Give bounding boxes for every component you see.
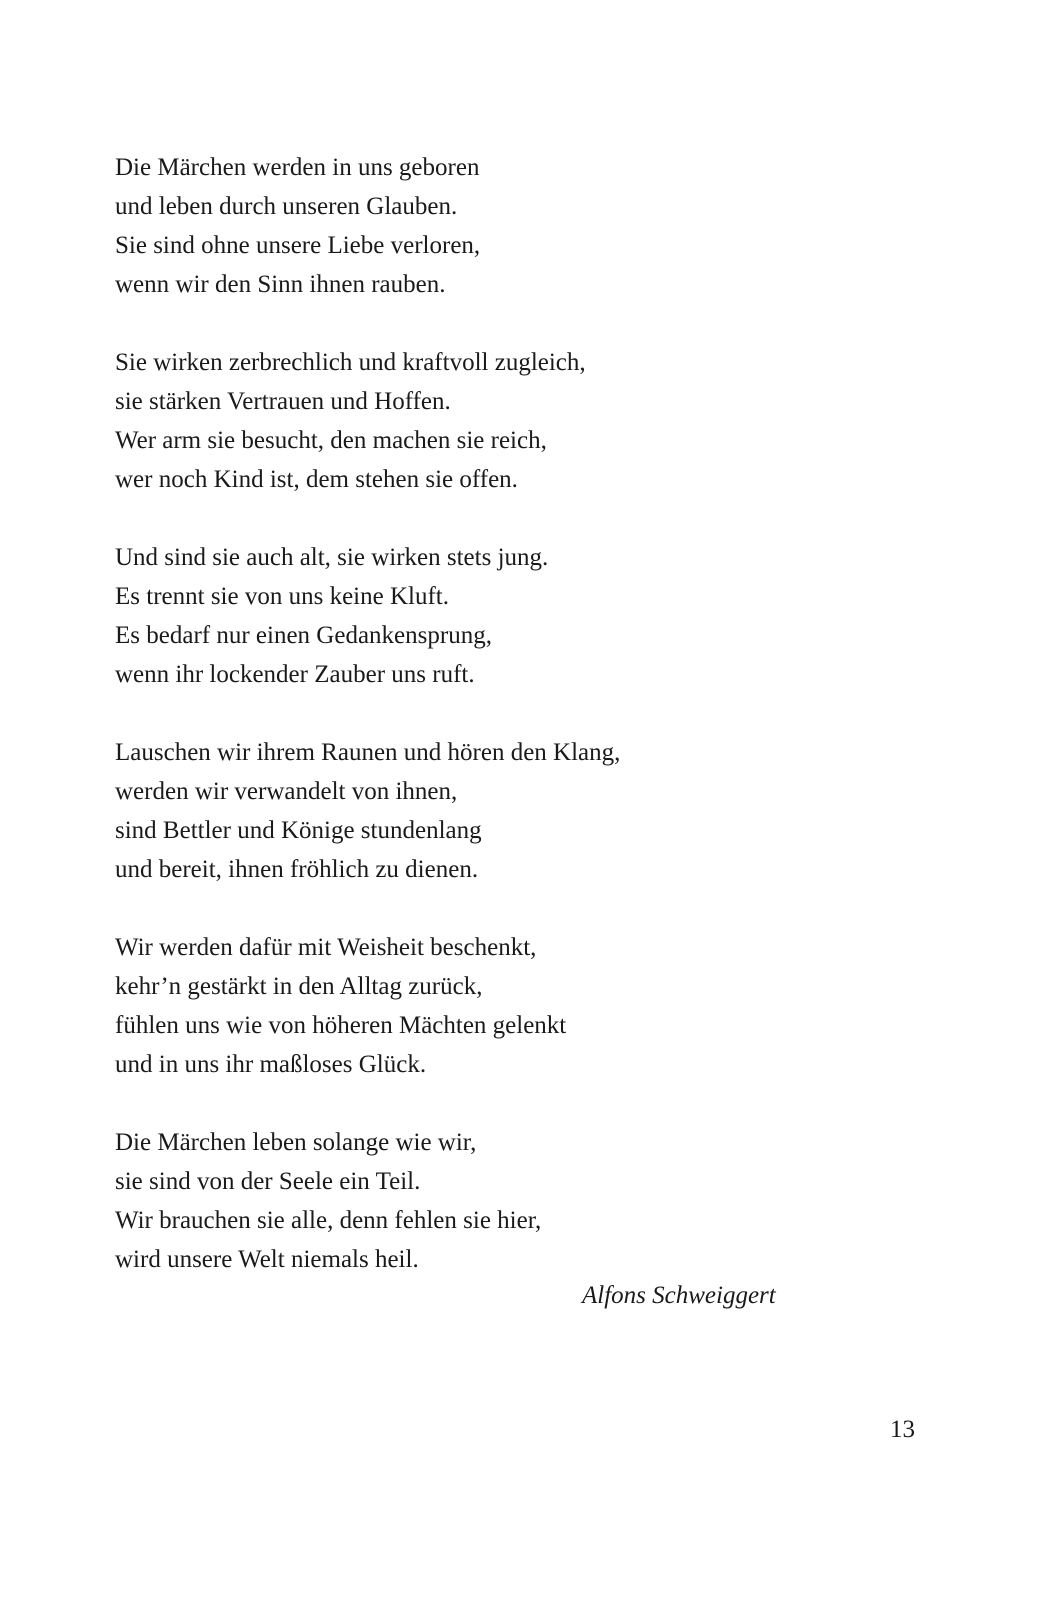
poem-line: Lauschen wir ihrem Raunen und hören den Klang, bbox=[115, 739, 621, 766]
poem-line: Sie wirken zerbrechlich und kraftvoll zugleich, bbox=[115, 349, 586, 376]
stanza-3 bbox=[115, 538, 815, 694]
stanza-5 bbox=[115, 928, 815, 1084]
poem-line: Die Märchen werden in uns geboren bbox=[115, 154, 480, 181]
poem-line: wenn wir den Sinn ihnen rauben. bbox=[115, 271, 446, 298]
poem-line: Sie sind ohne unsere Liebe verloren, bbox=[115, 232, 481, 259]
poem-line: wird unsere Welt niemals heil. bbox=[115, 1246, 419, 1273]
poem-line: sind Bettler und Könige stundenlang bbox=[115, 817, 482, 844]
stanza-6 bbox=[115, 1123, 815, 1279]
poem-line: werden wir verwandelt von ihnen, bbox=[115, 778, 458, 805]
poem-line: Es trennt sie von uns keine Kluft. bbox=[115, 583, 449, 610]
poem-line: Die Märchen leben solange wie wir, bbox=[115, 1129, 477, 1156]
stanza-1 bbox=[115, 148, 815, 304]
poem-line: und leben durch unseren Glauben. bbox=[115, 193, 458, 220]
poem-line: wer noch Kind ist, dem stehen sie offen. bbox=[115, 466, 518, 493]
poem-line: Wer arm sie besucht, den machen sie reich, bbox=[115, 427, 547, 454]
stanza-4 bbox=[115, 733, 815, 889]
poem-line: kehr’n gestärkt in den Alltag zurück, bbox=[115, 973, 483, 1000]
poem-line: sie stärken Vertrauen und Hoffen. bbox=[115, 388, 451, 415]
stanza-2 bbox=[115, 343, 815, 499]
poem bbox=[115, 148, 815, 1318]
poem-line: Wir brauchen sie alle, denn fehlen sie hier, bbox=[115, 1207, 542, 1234]
poem-author: Alfons Schweiggert bbox=[582, 1282, 776, 1309]
poem-line: Und sind sie auch alt, sie wirken stets jung. bbox=[115, 544, 549, 571]
poem-line: und bereit, ihnen fröhlich zu dienen. bbox=[115, 856, 479, 883]
poem-line: Es bedarf nur einen Gedankensprung, bbox=[115, 622, 492, 649]
poem-line: Wir werden dafür mit Weisheit beschenkt, bbox=[115, 934, 537, 961]
poem-line: sie sind von der Seele ein Teil. bbox=[115, 1168, 421, 1195]
page-number: 13 bbox=[890, 1416, 915, 1443]
poem-line: fühlen uns wie von höheren Mächten gelenkt bbox=[115, 1012, 567, 1039]
poem-line: und in uns ihr maßloses Glück. bbox=[115, 1051, 427, 1078]
poem-line: wenn ihr lockender Zauber uns ruft. bbox=[115, 661, 475, 688]
